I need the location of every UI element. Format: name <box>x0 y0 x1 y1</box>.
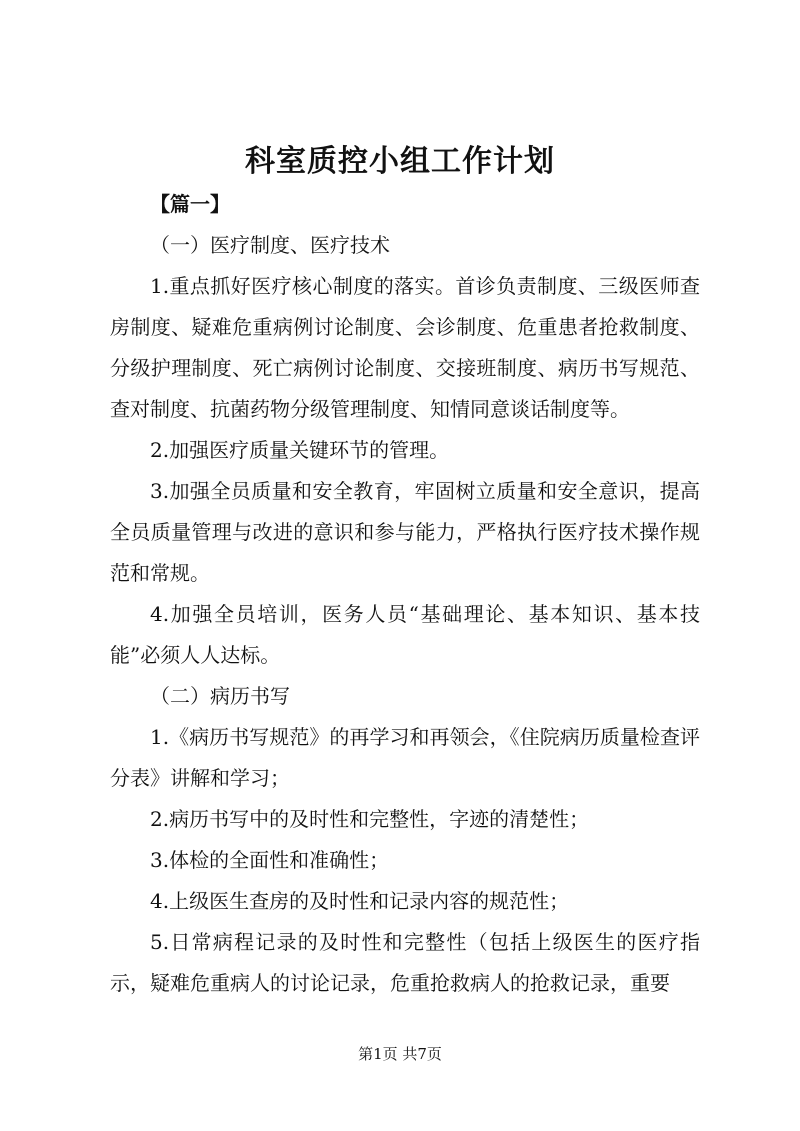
page-footer: 第1页 共7页 <box>358 1045 442 1063</box>
document-title: 科室质控小组工作计划 <box>245 144 555 179</box>
paragraph-8: 4.上级医生查房的及时性和记录内容的规范性； <box>150 889 570 913</box>
paragraph-1: 1.重点抓好医疗核心制度的落实。首诊负责制度、三级医师查房制度、疑难危重病例讨论制度、会诊制度、危重患者抢救制度、分级护理制度、死亡病例讨论制度、交接班制度、病历书写规范、查对制度、抗菌药物分级管理制度、知情同意谈话制度等。 <box>110 274 700 421</box>
paragraph-3: 3.加强全员质量和安全教育，牢固树立质量和安全意识，提高全员质量管理与改进的意识和参与能力，严格执行医疗技术操作规范和常规。 <box>110 479 700 585</box>
section-heading-1: （一）医疗制度、医疗技术 <box>150 233 390 257</box>
paragraph-9: 5.日常病程记录的及时性和完整性（包括上级医生的医疗指示，疑难危重病人的讨论记录，危重抢救病人的抢救记录，重要 <box>110 930 700 995</box>
paragraph-2: 2.加强医疗质量关键环节的管理。 <box>150 438 450 462</box>
paragraph-7: 3.体检的全面性和准确性； <box>150 848 390 872</box>
document-body <box>110 184 700 1004</box>
paragraph-6: 2.病历书写中的及时性和完整性，字迹的清楚性； <box>150 807 590 831</box>
paragraph-5: 1.《病历书写规范》的再学习和再领会，《住院病历质量检查评分表》讲解和学习； <box>110 725 700 790</box>
section-heading-2: （二）病历书写 <box>150 684 290 708</box>
paragraph-4: 4.加强全员培训，医务人员“基础理论、基本知识、基本技能”必须人人达标。 <box>110 602 700 667</box>
section-marker: 【篇一】 <box>150 192 230 216</box>
